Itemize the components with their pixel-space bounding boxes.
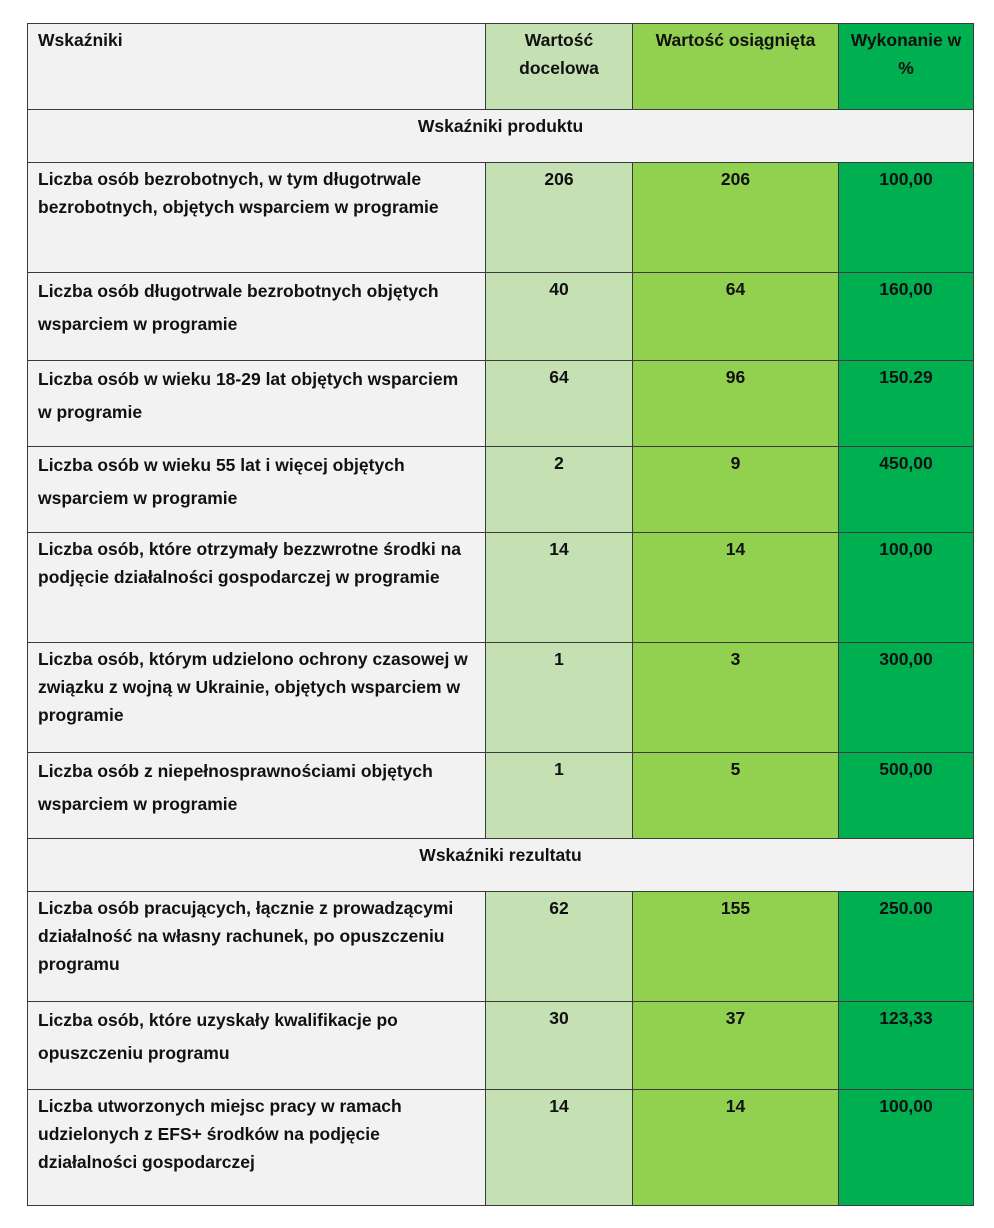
header-execution-percent: Wykonanie w % <box>839 24 974 110</box>
indicator-label: Liczba osób w wieku 55 lat i więcej objętych wsparciem w programie <box>28 447 486 533</box>
execution-percent: 100,00 <box>839 533 974 643</box>
table-row <box>28 892 974 1002</box>
execution-percent: 450,00 <box>839 447 974 533</box>
execution-percent: 150.29 <box>839 361 974 447</box>
indicator-label: Liczba osób, którym udzielono ochrony czasowej w związku z wojną w Ukrainie, objętych wsparciem w programie <box>28 643 486 753</box>
indicator-label: Liczba osób, które otrzymały bezzwrotne środki na podjęcie działalności gospodarczej w programie <box>28 533 486 643</box>
achieved-value: 14 <box>633 533 839 643</box>
table-row <box>28 447 974 533</box>
header-indicators: Wskaźniki <box>28 24 486 110</box>
target-value: 206 <box>486 163 633 273</box>
section-row-product <box>28 110 974 163</box>
section-row-result <box>28 839 974 892</box>
table-row <box>28 753 974 839</box>
indicator-label: Liczba osób długotrwale bezrobotnych objętych wsparciem w programie <box>28 273 486 361</box>
achieved-value: 96 <box>633 361 839 447</box>
achieved-value: 14 <box>633 1090 839 1206</box>
table-row <box>28 1090 974 1206</box>
achieved-value: 3 <box>633 643 839 753</box>
header-achieved-value: Wartość osiągnięta <box>633 24 839 110</box>
table-row <box>28 533 974 643</box>
table-row <box>28 163 974 273</box>
section-title: Wskaźniki produktu <box>28 110 974 163</box>
target-value: 62 <box>486 892 633 1002</box>
execution-percent: 100,00 <box>839 163 974 273</box>
target-value: 1 <box>486 753 633 839</box>
achieved-value: 64 <box>633 273 839 361</box>
execution-percent: 160,00 <box>839 273 974 361</box>
indicator-label: Liczba osób, które uzyskały kwalifikacje po opuszczeniu programu <box>28 1002 486 1090</box>
achieved-value: 9 <box>633 447 839 533</box>
section-title: Wskaźniki rezultatu <box>28 839 974 892</box>
indicator-label: Liczba osób z niepełnosprawnościami objętych wsparciem w programie <box>28 753 486 839</box>
execution-percent: 123,33 <box>839 1002 974 1090</box>
indicator-label: Liczba osób w wieku 18-29 lat objętych wsparciem w programie <box>28 361 486 447</box>
achieved-value: 155 <box>633 892 839 1002</box>
indicator-label: Liczba osób pracujących, łącznie z prowadzącymi działalność na własny rachunek, po opuszczeniu programu <box>28 892 486 1002</box>
header-target-value: Wartość docelowa <box>486 24 633 110</box>
achieved-value: 37 <box>633 1002 839 1090</box>
target-value: 14 <box>486 533 633 643</box>
table-row <box>28 643 974 753</box>
target-value: 30 <box>486 1002 633 1090</box>
target-value: 14 <box>486 1090 633 1206</box>
target-value: 1 <box>486 643 633 753</box>
achieved-value: 5 <box>633 753 839 839</box>
target-value: 64 <box>486 361 633 447</box>
header-row <box>28 24 974 110</box>
target-value: 2 <box>486 447 633 533</box>
table-row <box>28 1002 974 1090</box>
execution-percent: 300,00 <box>839 643 974 753</box>
indicator-label: Liczba osób bezrobotnych, w tym długotrwale bezrobotnych, objętych wsparciem w programie <box>28 163 486 273</box>
indicators-table <box>27 23 974 1206</box>
execution-percent: 100,00 <box>839 1090 974 1206</box>
execution-percent: 250.00 <box>839 892 974 1002</box>
target-value: 40 <box>486 273 633 361</box>
achieved-value: 206 <box>633 163 839 273</box>
table-row <box>28 361 974 447</box>
table-row <box>28 273 974 361</box>
indicator-label: Liczba utworzonych miejsc pracy w ramach udzielonych z EFS+ środków na podjęcie działalności gospodarczej <box>28 1090 486 1206</box>
execution-percent: 500,00 <box>839 753 974 839</box>
